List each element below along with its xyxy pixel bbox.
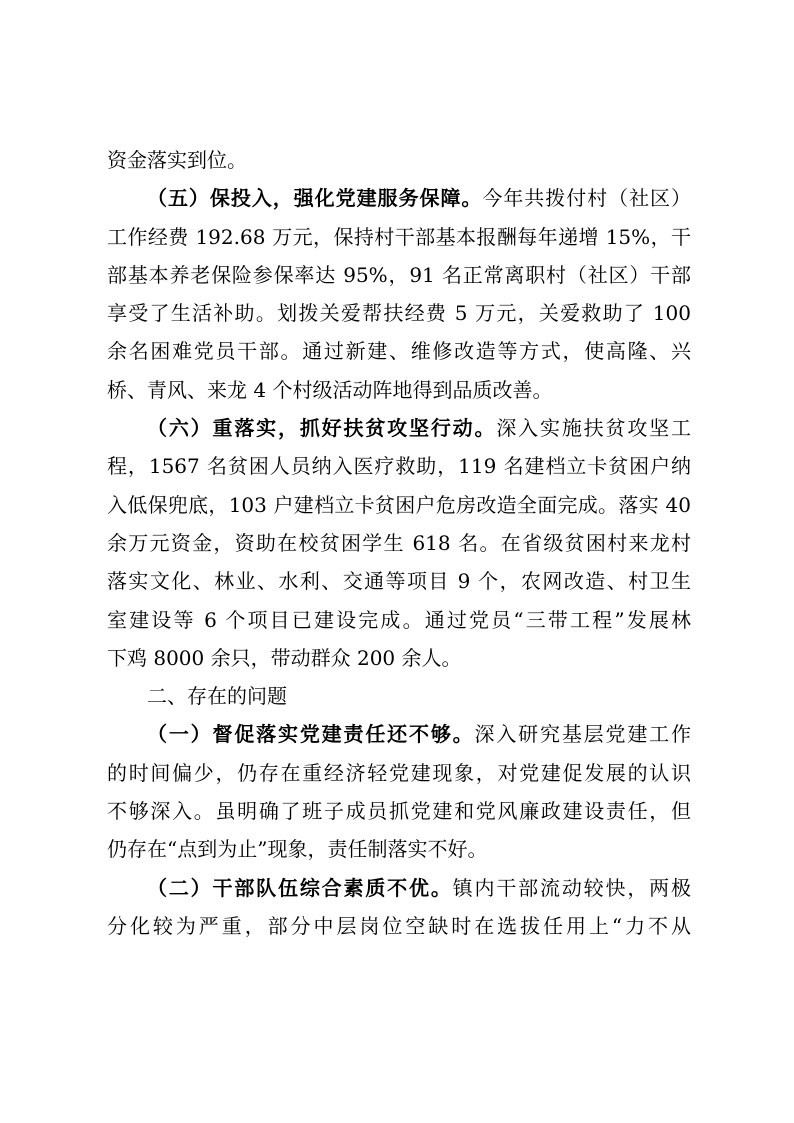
body-text: 桥、青风、来龙 4 个村级活动阵地得到品质改善。: [107, 377, 553, 402]
body-text: 的时间偏少，仍存在重经济轻党建现象，对党建促发展的认识: [107, 760, 691, 785]
document-body: [107, 141, 691, 945]
body-text: 余名困难党员干部。通过新建、维修改造等方式，使高隆、兴: [107, 339, 691, 364]
text-line: [107, 486, 691, 524]
paragraph-6-first-line: [107, 409, 691, 447]
text-line: [107, 907, 691, 945]
text-line: [107, 332, 691, 370]
body-text: 余万元资金，资助在校贫困学生 618 名。在省级贫困村来龙村: [107, 530, 691, 555]
body-text: 仍存在“点到为止”现象，责任制落实不好。: [107, 837, 488, 862]
body-text: 镇内干部流动较快，两极: [452, 875, 692, 900]
text-line: [107, 447, 691, 485]
bold-lead-phrase: （一）督促落实党建责任还不够。: [147, 722, 475, 747]
text-line: [107, 256, 691, 294]
bold-lead-phrase: （五）保投入，强化党建服务保障。: [147, 186, 483, 211]
body-text: 深入实施扶贫攻坚工: [496, 416, 692, 441]
text-line: [107, 639, 691, 677]
text-line: [107, 754, 691, 792]
section-heading-problems: [107, 677, 691, 715]
body-text: 分化较为严重，部分中层岗位空缺时在选拔任用上“力不从: [107, 913, 691, 938]
text-line: [107, 141, 691, 179]
text-line: [107, 562, 691, 600]
body-text: 部基本养老保险参保率达 95%，91 名正常离职村（社区）干部: [107, 262, 691, 287]
problem-2-first-line: [107, 869, 691, 907]
text-line: [107, 218, 691, 256]
body-text: 下鸡 8000 余只，带动群众 200 余人。: [107, 645, 462, 670]
paragraph-5-first-line: [107, 179, 691, 217]
body-text: 今年共拨付村（社区）: [482, 186, 692, 211]
text-line: [107, 830, 691, 868]
bold-lead-phrase: （二）干部队伍综合素质不优。: [147, 875, 453, 900]
body-text: 享受了生活补助。划拨关爱帮扶经费 5 万元，关爱救助了 100: [107, 301, 691, 326]
body-text: 资金落实到位。: [107, 148, 247, 172]
text-line: [107, 294, 691, 332]
bold-lead-phrase: （六）重落实，抓好扶贫攻坚行动。: [147, 416, 497, 441]
text-line: [107, 792, 691, 830]
section-heading-text: 二、存在的问题: [147, 684, 287, 709]
body-text: 深入研究基层党建工作: [474, 722, 691, 747]
text-line: [107, 601, 691, 639]
body-text: 入低保兜底，103 户建档立卡贫困户危房改造全面完成。落实 40: [107, 492, 691, 517]
body-text: 不够深入。虽明确了班子成员抓党建和党风廉政建设责任，但: [107, 799, 691, 824]
body-text: 工作经费 192.68 万元，保持村干部基本报酬每年递增 15%，干: [107, 224, 691, 249]
text-line: [107, 371, 691, 409]
body-text: 程，1567 名贫困人员纳入医疗救助，119 名建档立卡贫困户纳: [107, 454, 691, 479]
problem-1-first-line: [107, 715, 691, 753]
body-text: 室建设等 6 个项目已建设完成。通过党员“三带工程”发展林: [107, 607, 691, 632]
text-line: [107, 524, 691, 562]
body-text: 落实文化、林业、水利、交通等项目 9 个，农网改造、村卫生: [107, 569, 691, 594]
